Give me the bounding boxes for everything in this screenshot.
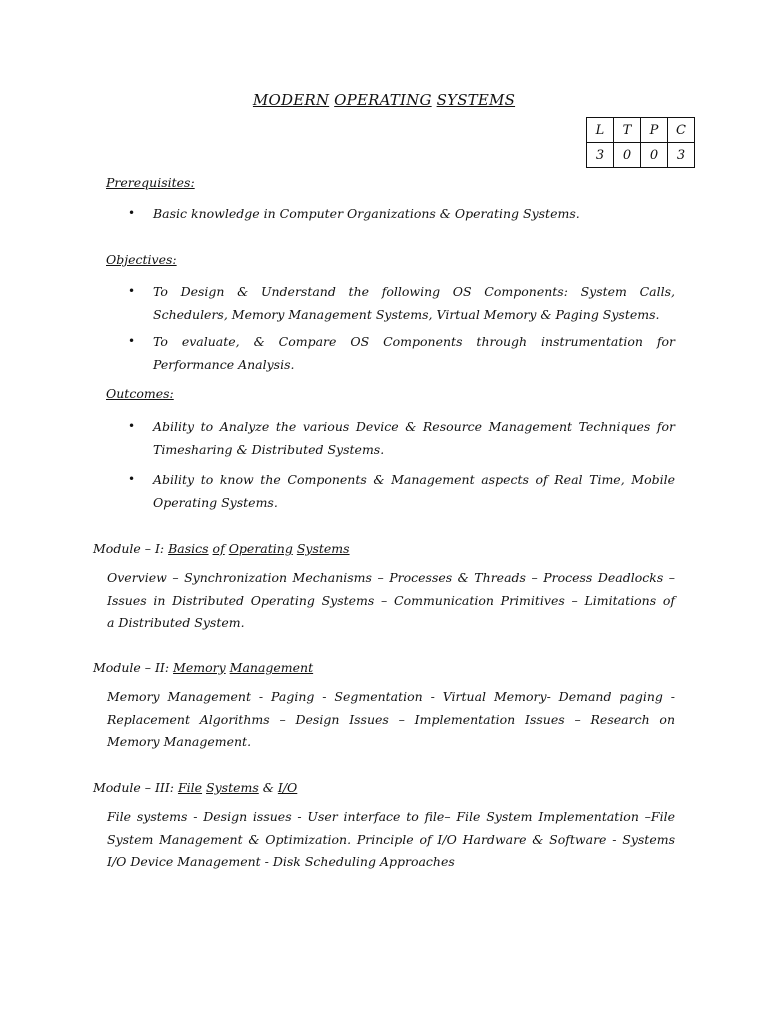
objectives-heading: Objectives: (106, 252, 177, 267)
title-word: SYSTEMS (436, 91, 516, 109)
ltpc-header-cell: T (614, 118, 641, 143)
description-line: I/O Device Management - Disk Scheduling Approaches (107, 854, 455, 869)
module-description (107, 686, 675, 754)
module-title-word: Management (229, 660, 314, 675)
description-line: Overview – Synchronization Mechanisms – Processes & Threads – Process Deadlocks – (107, 570, 675, 585)
module-title-word: I/O (277, 780, 298, 795)
objective-item (153, 280, 675, 326)
item-line: To evaluate, & Compare OS Components through instrumentation for (153, 334, 675, 349)
description-line: Issues in Distributed Operating Systems – Communication Primitives – Limitations of (107, 592, 675, 608)
outcome-item (153, 415, 675, 461)
ltpc-value-cell: 3 (587, 143, 614, 168)
module-description (107, 806, 675, 874)
ltpc-header-cell: C (668, 118, 695, 143)
bullet-marker: • (128, 419, 136, 433)
prerequisites-heading: Prerequisites: (106, 175, 195, 190)
item-line: Ability to know the Components & Management aspects of Real Time, Mobile (153, 472, 675, 487)
description-line: File systems - Design issues - User interface to file– File System Implementation –File (107, 809, 675, 824)
ltpc-credit-table (586, 117, 695, 168)
title-word: MODERN (252, 91, 330, 109)
item-line: To Design & Understand the following OS Components: System Calls, (153, 284, 675, 299)
module-title-word: Systems (296, 541, 350, 556)
module-title-word: & (262, 780, 274, 795)
module-heading (93, 541, 350, 556)
module-title-word: Systems (206, 780, 259, 795)
module-label: Module – III: (93, 780, 178, 795)
item-line: Performance Analysis. (153, 357, 295, 372)
module-title-word: of (212, 541, 225, 556)
ltpc-header-row (587, 118, 695, 143)
document-title (0, 91, 768, 109)
module-label: Module – II: (93, 660, 174, 675)
module-title-word: Operating (228, 541, 293, 556)
description-line: System Management & Optimization. Principle of I/O Hardware & Software - Systems (107, 831, 675, 847)
description-line: Replacement Algorithms – Design Issues – Implementation Issues – Research on (107, 711, 675, 727)
module-heading (93, 780, 297, 795)
outcomes-heading: Outcomes: (106, 386, 174, 401)
bullet-marker: • (128, 284, 136, 298)
module-title-word: File (177, 780, 203, 795)
item-line: Basic knowledge in Computer Organizations & Operating Systems. (153, 206, 580, 221)
description-line: Memory Management - Paging - Segmentation - Virtual Memory- Demand paging - (107, 689, 675, 704)
ltpc-value-cell: 3 (668, 143, 695, 168)
bullet-marker: • (128, 472, 136, 486)
ltpc-header-cell: L (587, 118, 614, 143)
item-line: Timesharing & Distributed Systems. (153, 442, 385, 457)
item-line: Operating Systems. (153, 495, 278, 510)
module-title-word: Basics (168, 541, 209, 556)
bullet-marker: • (128, 206, 136, 220)
item-line: Schedulers, Memory Management Systems, Virtual Memory & Paging Systems. (153, 307, 660, 322)
ltpc-value-cell: 0 (614, 143, 641, 168)
ltpc-header-cell: P (641, 118, 668, 143)
description-line: a Distributed System. (107, 615, 245, 630)
ltpc-value-cell: 0 (641, 143, 668, 168)
outcome-item (153, 468, 675, 514)
prerequisite-item (153, 202, 675, 225)
bullet-marker: • (128, 334, 136, 348)
module-heading (93, 660, 313, 675)
item-line: Ability to Analyze the various Device & Resource Management Techniques for (153, 419, 675, 434)
module-label: Module – I: (93, 541, 169, 556)
title-word: OPERATING (334, 91, 432, 109)
ltpc-value-row (587, 143, 695, 168)
objective-item (153, 330, 675, 376)
module-description (107, 567, 675, 635)
description-line: Memory Management. (107, 734, 252, 749)
module-title-word: Memory (173, 660, 226, 675)
